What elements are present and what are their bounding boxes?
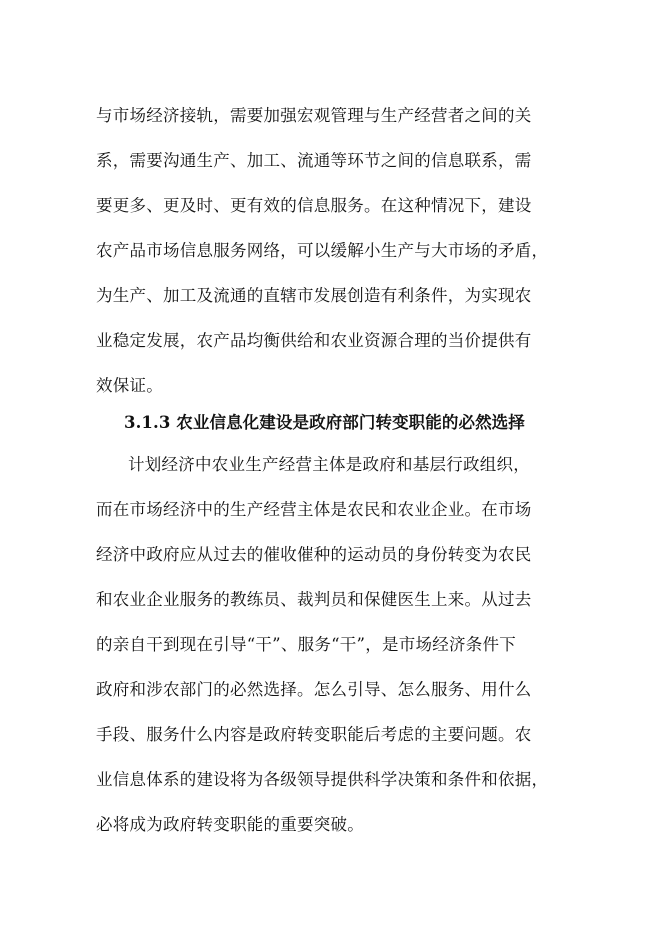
paragraph-1-line-1: 与市场经济接轨，需要加强宏观管理与生产经营者之间的关 <box>96 106 532 125</box>
paragraph-2-line-3: 经济中政府应从过去的催收催种的运动员的身份转变为农民 <box>96 545 532 564</box>
paragraph-1-line-5: 为生产、加工及流通的直辖市发展创造有利条件，为实现农 <box>96 286 532 305</box>
paragraph-2-line-9: 必将成为政府转变职能的重要突破。 <box>96 815 364 834</box>
paragraph-2-line-4: 和农业企业服务的教练员、裁判员和保健医生上来。从过去 <box>96 590 532 609</box>
section-heading: 3.1.3 农业信息化建设是政府部门转变职能的必然选择 <box>124 413 525 432</box>
paragraph-1-line-4: 农产品市场信息服务网络，可以缓解小生产与大市场的矛盾， <box>96 241 549 260</box>
paragraph-1-line-7: 效保证。 <box>96 376 163 395</box>
paragraph-2-line-2: 而在市场经济中的生产经营主体是农民和农业企业。在市场 <box>96 500 532 519</box>
paragraph-1-line-6: 业稳定发展，农产品均衡供给和农业资源合理的当价提供有 <box>96 331 532 350</box>
paragraph-1-line-3: 要更多、更及时、更有效的信息服务。在这种情况下，建设 <box>96 196 532 215</box>
paragraph-2-line-6: 政府和涉农部门的必然选择。怎么引导、怎么服务、用什么 <box>96 680 532 699</box>
paragraph-1-line-2: 系，需要沟通生产、加工、流通等环节之间的信息联系，需 <box>96 151 532 170</box>
paragraph-2-line-5: 的亲自干到现在引导“干”、服务“干”，是市场经济条件下 <box>96 635 516 654</box>
paragraph-2-line-7: 手段、服务什么内容是政府转变职能后考虑的主要问题。农 <box>96 725 532 744</box>
paragraph-2-line-1: 计划经济中农业生产经营主体是政府和基层行政组织， <box>128 455 530 474</box>
paragraph-2-line-8: 业信息体系的建设将为各级领导提供科学决策和条件和依据， <box>96 770 549 789</box>
